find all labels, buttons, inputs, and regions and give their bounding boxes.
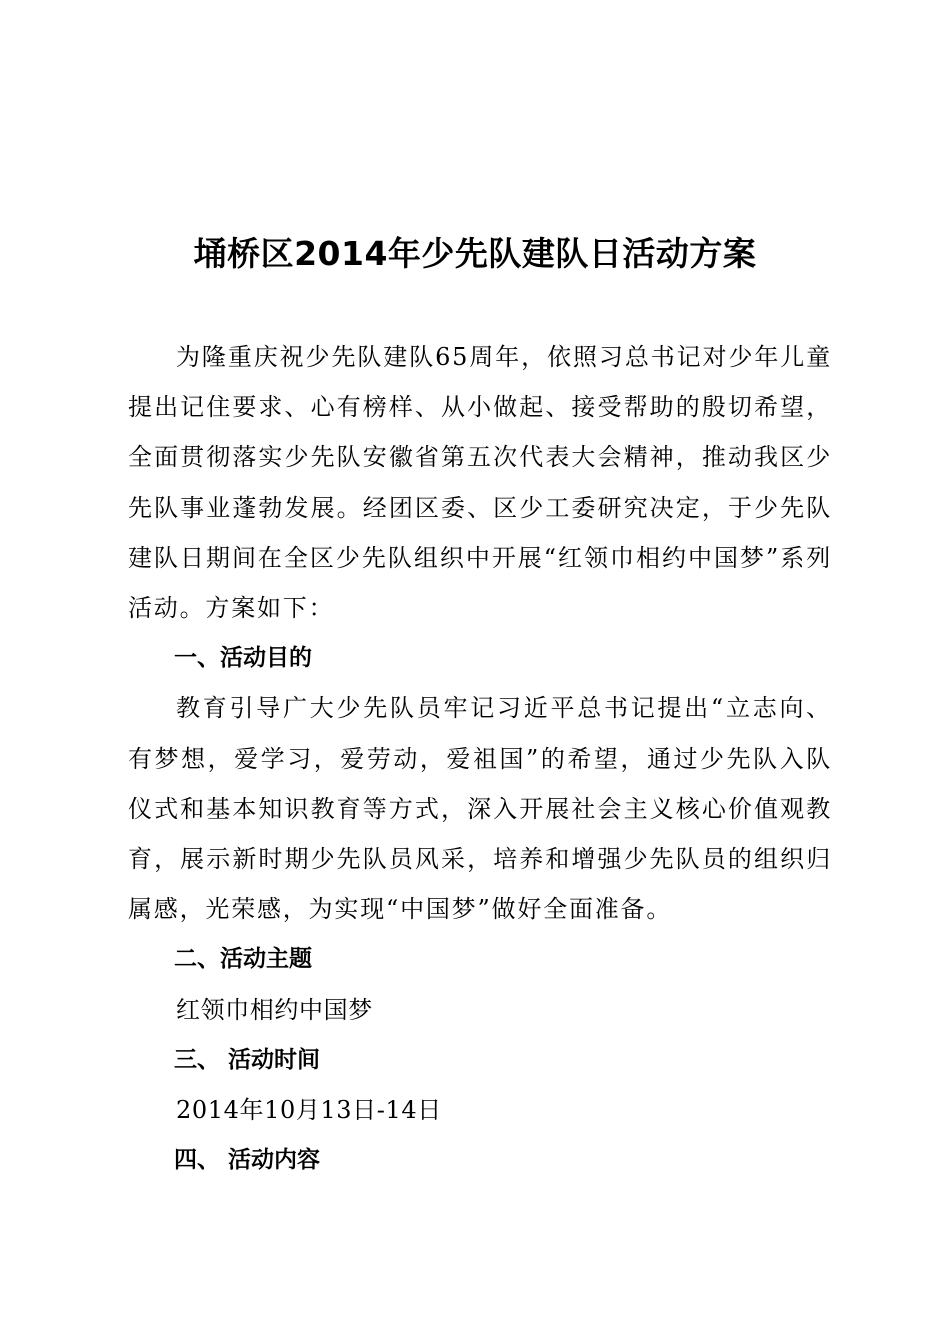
section-text-purpose: 教育引导广大少先队员牢记习近平总书记提出“立志向、有梦想，爱学习，爱劳动，爱祖国”的希望，通过少先队入队仪式和基本知识教育等方式，深入开展社会主义核心价值观教育，展示新时期少先队员风采，培养和增强少先队员的组织归属感，光荣感，为实现“中国梦”做好全面准备。 (128, 694, 832, 924)
section-heading-purpose: 一、活动目的 (174, 645, 312, 672)
document-title: 埇桥区2014年少先队建队日活动方案 (193, 234, 757, 273)
section-heading-time: 三、 活动时间 (174, 1046, 321, 1073)
section-heading-content: 四、 活动内容 (174, 1147, 321, 1174)
intro-paragraph: 为隆重庆祝少先队建队65周年，依照习总书记对少年儿童提出记住要求、心有榜样、从小做起、接受帮助的殷切希望，全面贯彻落实少先队安徽省第五次代表大会精神，推动我区少先队事业蓬勃发展。经团区委、区少工委研究决定，于少先队建队日期间在全区少先队组织中开展“红领巾相约中国梦”系列活动。方案如下： (128, 343, 832, 623)
section-text-time: 2014年10月13日-14日 (176, 1096, 442, 1125)
section-heading-theme: 二、活动主题 (174, 946, 312, 973)
document-body (128, 332, 832, 1185)
section-text-theme: 红领巾相约中国梦 (176, 995, 373, 1024)
